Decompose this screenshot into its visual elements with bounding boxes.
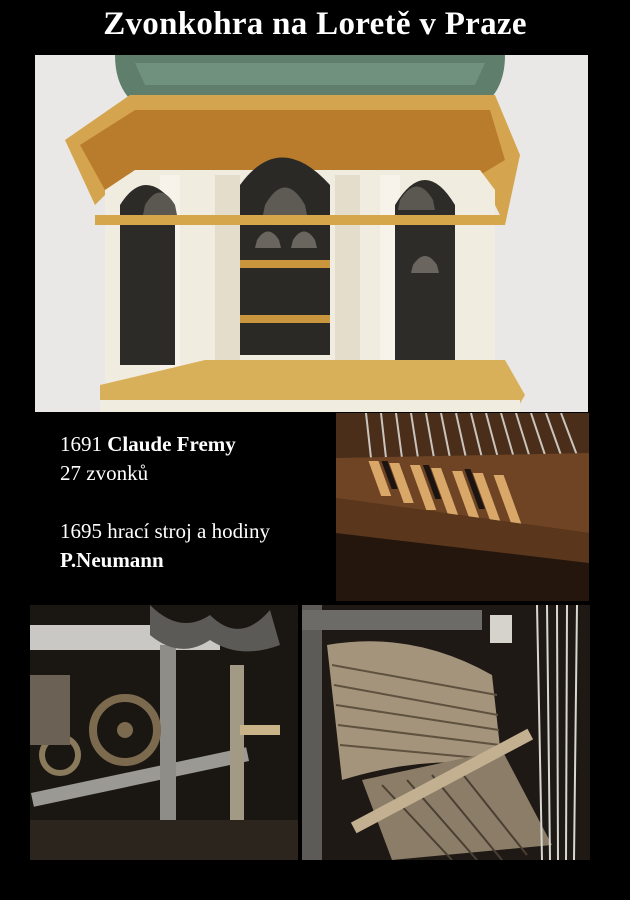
founder-name: Claude Fremy (107, 432, 236, 456)
mechanism-photo (30, 605, 298, 860)
info-line-founder (60, 430, 330, 459)
drum-photo (302, 605, 590, 860)
belfry-photo (35, 55, 588, 412)
info-block (60, 430, 330, 575)
maker-name: P.Neumann (60, 548, 164, 572)
bell-count: 27 zvonků (60, 461, 149, 485)
year-1691: 1691 (60, 432, 102, 456)
keyboard-photo (336, 413, 589, 601)
page-title: Zvonkohra na Loretě v Praze (103, 6, 527, 42)
info-line-machine: 1695 hrací stroj a hodiny (60, 519, 270, 543)
